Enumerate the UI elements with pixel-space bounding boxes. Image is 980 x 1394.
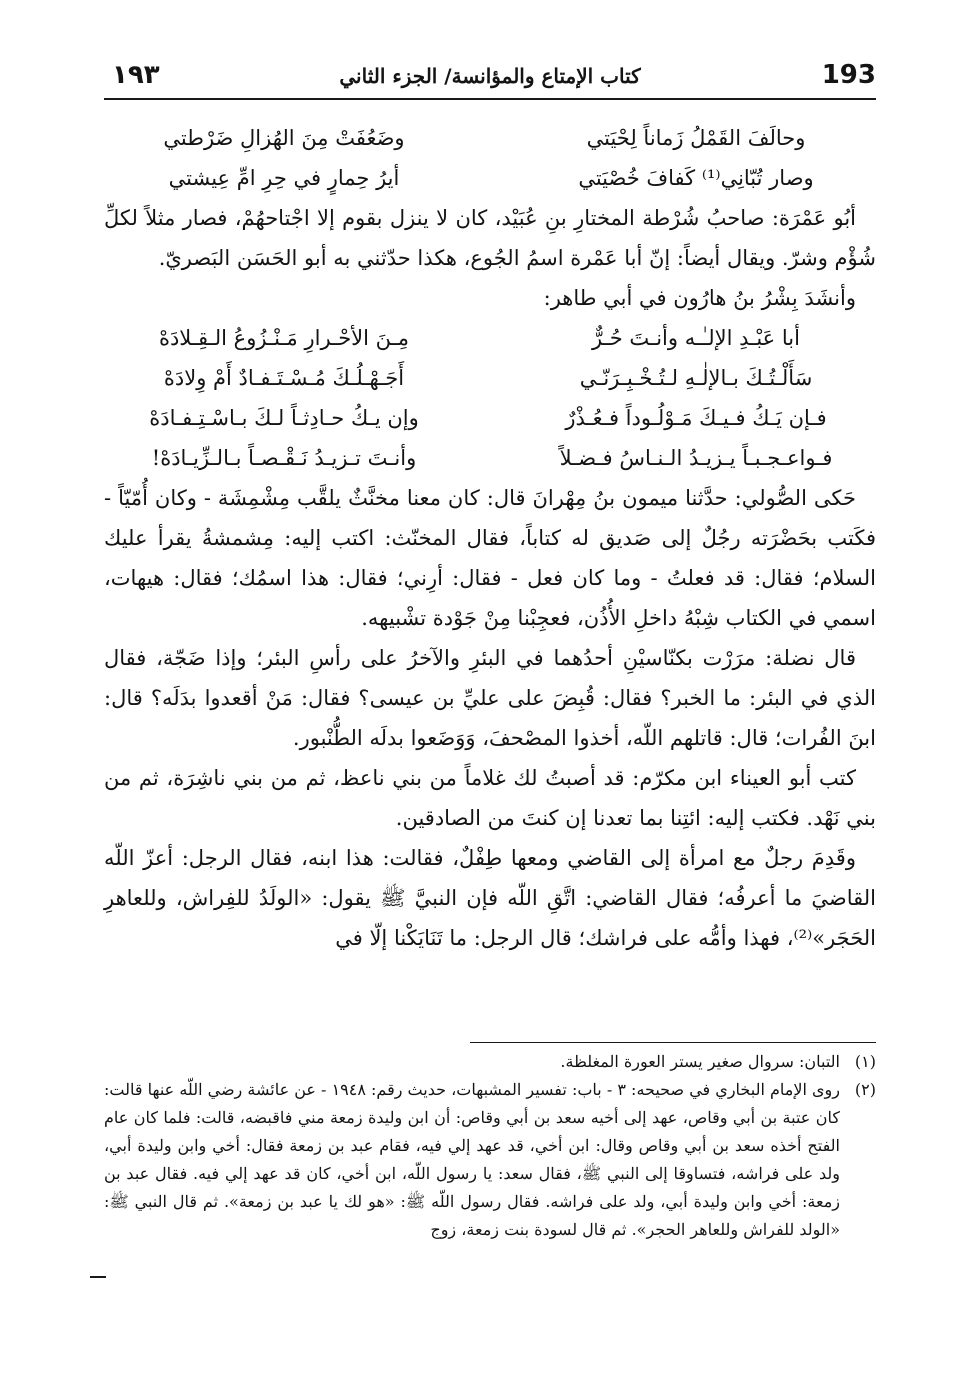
verse-second-hemistich: وأنـتَ تـزيـدُ نَـقْـصـاً بـالـزِّيـادَهْ!: [151, 446, 417, 470]
footnote: [104, 1048, 876, 1076]
verse-line: [104, 158, 876, 198]
verse-first-hemistich: سَأَلْـتُـكَ بـالإلٰـهِ لـتُـخْـبِـرَنّـي: [579, 366, 813, 390]
paragraph-abu-aynaa: كتب أبو العيناء ابن مكرّم: قد أصبتُ لك غلاماً من بني ناعظ، ثم من بني ناشِرَة، ثم من بني نَهْد. فكتب إليه: ائتِنا بما تعدنا إن كنتَ من الصادقين.: [104, 766, 876, 830]
verse-first-hemistich: فـإن يَـكُ فـيـكَ مَـوْلُـوداً فـعُـذْرٌ: [565, 406, 827, 430]
page-header: [104, 56, 876, 100]
continuation-mark: [90, 1276, 106, 1278]
page-number-arabic: ١٩٣: [112, 60, 160, 90]
verse-first-hemistich: فـواعـجـبـاً يـزيـدُ الـنـاسُ فـضـلاً: [559, 446, 833, 470]
page-number-latin: 193: [821, 60, 876, 90]
running-title: كتاب الإمتاع والمؤانسة/ الجزء الثاني: [339, 64, 641, 88]
verse-line: [104, 358, 876, 398]
footnotes: [104, 1048, 876, 1244]
footnote-mark: (٢): [854, 1080, 876, 1099]
verse-second-hemistich: أَجَـهْـلُـكَ مُـسْـتَـفـادٌ أَمْ وِلادَهْ: [163, 366, 405, 390]
verse-first-hemistich: وصار تُبّانِي⁽¹⁾ كَفافَ خُصْيَتي: [578, 166, 814, 190]
paragraph-nadla: قال نضلة: مرَرْت بكنّاسيْنِ أحدُهما في البئرِ والآخرُ على رأسِ البئر؛ وإذا ضَجّة، فقال الذي في البئر: ما الخبر؟ فقال: قُبِضَ على عليِّ بن عيسى؟ فقال: مَنْ أقعدوا بدَلَه؟ قال: ابنَ الفُرات؛ قال: قاتلهم اللّه، أخذوا المصْحفَ، وَوَضَعوا بدلَه الطُّنْبور.: [104, 646, 876, 750]
verse-second-hemistich: مِـنَ الأحْـرارِ مَـنْـزُوعُ الـقِـلادَهْ: [158, 326, 410, 350]
footnote-text: التبان: سروال صغير يستر العورة المغلظة.: [560, 1052, 840, 1071]
verse-first-hemistich: وحالَفَ القَمْلُ زَماناً لِحْيَتي: [586, 126, 806, 150]
footnote-text: روى الإمام البخاري في صحيحه: ٣ - باب: تفسير المشبهات، حديث رقم: ١٩٤٨ - عن عائشة رضي اللّه عنها قالت: كان عتبة بن أبي وقاص، عهد إلى أخيه سعد بن أبي وقاص: أن ابن وليدة زمعة مني فاقبضه، قالت: فلما كان عام الفتح أخذه سعد بن أبي وقاص وقال: ابن أخي، قد عهد إلي فيه، فقام عبد بن زمعة فقال: أخي وابن وليدة أبي، ولد على فراشه، فتساوقا إلى النبي ﷺ، فقال سعد: يا رسول اللّه، ابن أخي، كان قد عهد إلي فيه. فقال عبد بن زمعة: أخي وابن وليدة أبي، ولد على فراشه. فقال رسول اللّه ﷺ: «هو لك يا عبد بن زمعة». ثم قال النبي ﷺ: «الولد للفراش وللعاهر الحجر». ثم قال لسودة بنت زمعة، زوج: [104, 1080, 841, 1239]
paragraph-abu-amra: أبُو عَمْرَة: صاحبُ شُرْطة المختارِ بنِ عُبَيْد، كان لا ينزل بقوم إلا اجْتاحهُمْ، فصار مثلاً لكلِّ شُؤْم وشرّ. ويقال أيضاً: إنّ أبا عَمْرة اسمُ الجُوع، هكذا حدّثني به أبو الحَسَن البَصريّ.: [104, 206, 876, 270]
footnote-mark: (١): [854, 1052, 876, 1071]
verse-line: [104, 398, 876, 438]
paragraph-qadi: وقَدِمَ رجلٌ مع امرأة إلى القاضي ومعها طِفْلٌ، فقالت: هذا ابنه، فقال الرجل: أعزّ اللّه القاضيَ ما أعرفُه؛ فقال القاضي: اتَّقِ اللّه فإن النبيَّ ﷺ يقول: «الولَدُ للفِراش، وللعاهرِ الحَجَر»⁽²⁾، فهذا وأمُّه على فراشك؛ قال الرجل: ما تَنَايَكْنا إلّا في: [104, 846, 876, 950]
footnote: [104, 1076, 876, 1244]
poem-intro: وأنشَدَ بِشْرُ بنُ هارُون في أبي طاهر:: [543, 286, 856, 310]
paragraph-sooli: حَكى الصُّولي: حدَّثنا ميمون بنُ مِهْرانَ قال: كان معنا مخنَّثٌ يلقَّب مِشْمِشَة - وكان أُمّيّاً - فكَتب بحَضْرَته رجُلٌ إلى صَديق له كتاباً، فقال المخنّث: اكتب إليه: مِشمشةُ يقرأ عليك السلام؛ فقال: قد فعلتُ - وما كان فعل - فقال: أرِني؛ فقال: هذا اسمُك؛ فقال: هيهات، اسمي في الكتاب شِبْهُ داخلِ الأُذُن، فعجِبْنا مِنْ جَوْدة تشْبيهه.: [104, 486, 876, 630]
verse-line: [104, 318, 876, 358]
footnote-separator: [470, 1042, 876, 1043]
verse-second-hemistich: أيرُ حِمارٍ في حِرِ امِّ عِيشتي: [168, 166, 400, 190]
verse-line: [104, 118, 876, 158]
verse-first-hemistich: أبا عَبْـدِ الإلـٰـه وأنـتَ حُـرٌّ: [592, 326, 800, 350]
verse-second-hemistich: وإن يـكُ حـادِثـاً لـكَ بـاسْـتِـفـادَهْ: [149, 406, 419, 430]
main-text: [104, 118, 876, 958]
verse-second-hemistich: وضَعُفَتْ مِنَ الهُزالِ ضَرْطتي: [163, 126, 405, 150]
verse-line: [104, 438, 876, 478]
